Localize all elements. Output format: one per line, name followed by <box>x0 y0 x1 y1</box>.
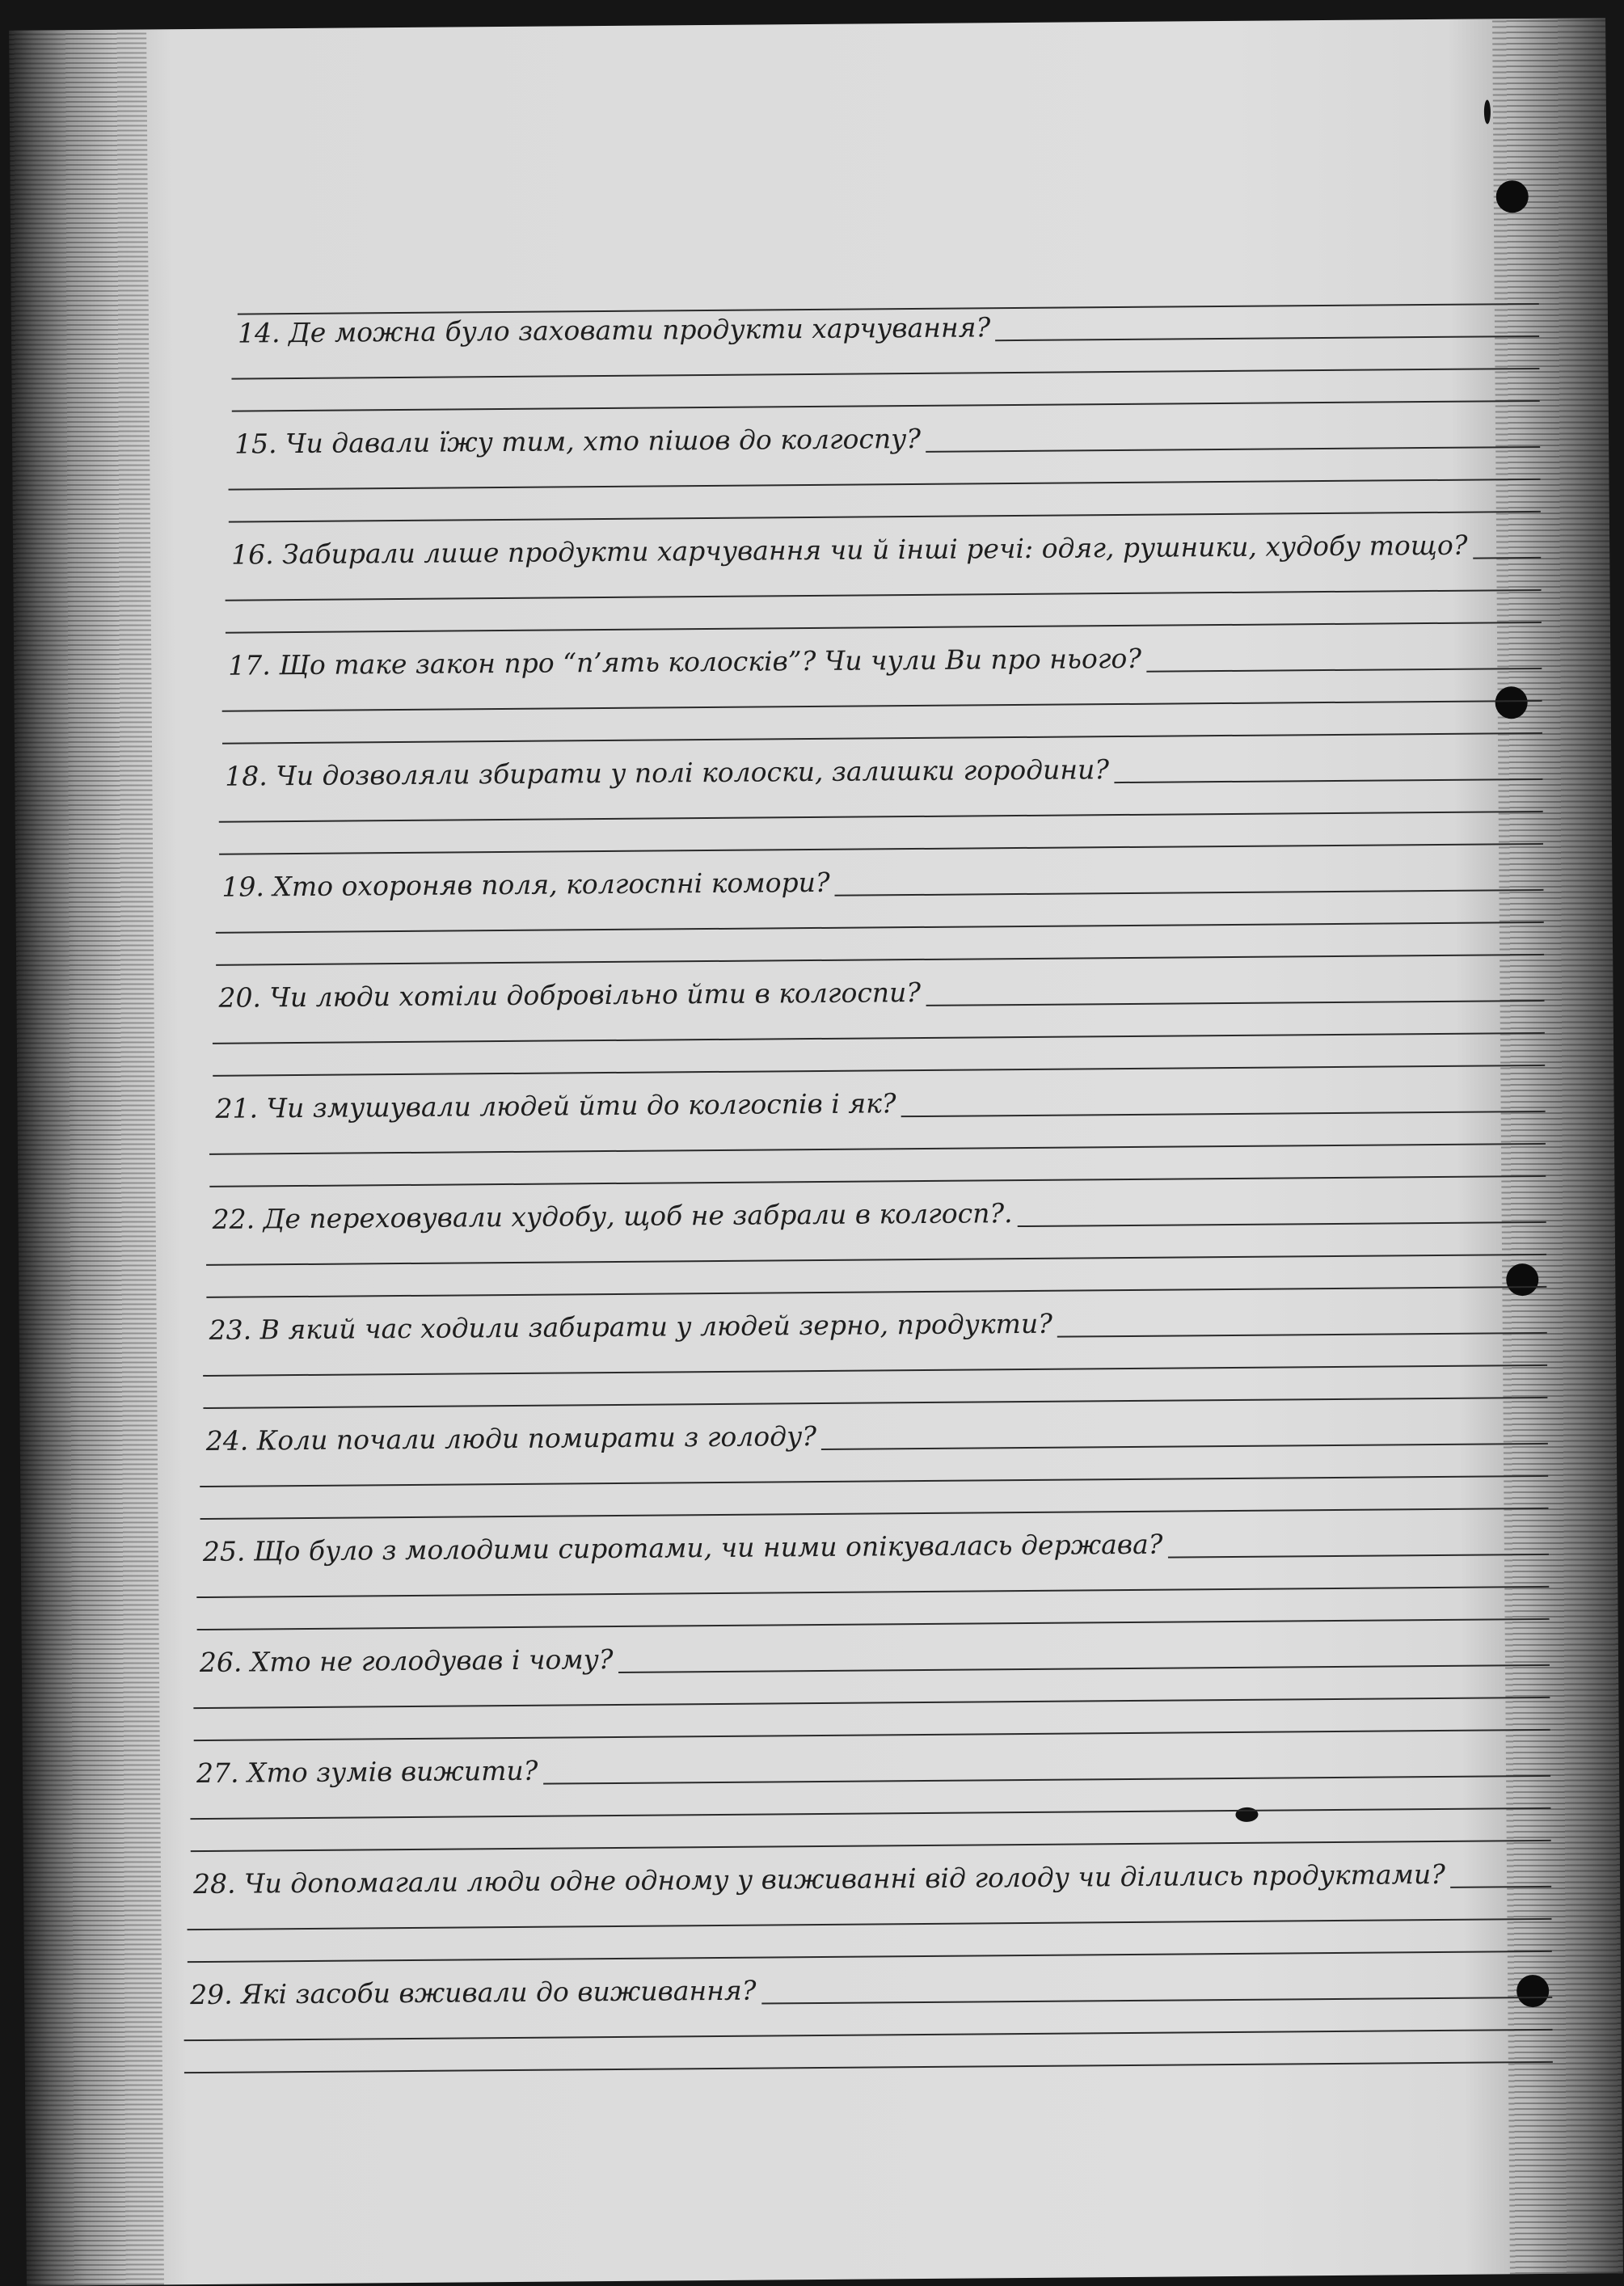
question-number: 29. <box>190 1978 242 2011</box>
ink-mark <box>1484 99 1491 124</box>
question-number: 19. <box>221 871 273 903</box>
answer-line[interactable] <box>203 1364 1547 1377</box>
question-text: Хто охороняв поля, колгоспні комори? <box>272 866 830 903</box>
question-21 <box>215 1087 896 1124</box>
answer-line[interactable] <box>226 622 1542 634</box>
question-16 <box>231 529 1468 571</box>
answer-line[interactable] <box>1168 1554 1549 1558</box>
question-22 <box>212 1197 1013 1235</box>
scan-noise-left <box>9 29 164 2285</box>
answer-line[interactable] <box>194 1729 1550 1741</box>
answer-line[interactable] <box>926 446 1540 453</box>
answer-line[interactable] <box>835 889 1544 896</box>
question-number: 14. <box>237 317 289 349</box>
answer-line[interactable] <box>996 335 1540 341</box>
answer-line[interactable] <box>761 1997 1552 2005</box>
scan-noise-right <box>1492 18 1623 2274</box>
question-number: 22. <box>212 1203 264 1235</box>
question-text: Чи люди хотіли добровільно йти в колгоспи? <box>269 976 922 1014</box>
question-18 <box>225 753 1110 792</box>
question-text: Чи давали їжу тим, хто пішов до колгоспу? <box>285 422 922 460</box>
answer-line[interactable] <box>1146 668 1542 673</box>
answer-line[interactable] <box>821 1443 1548 1450</box>
question-number: 20. <box>218 981 270 1014</box>
answer-line[interactable] <box>618 1664 1550 1673</box>
answer-line[interactable] <box>1018 1221 1546 1227</box>
question-26 <box>199 1643 614 1679</box>
answer-line[interactable] <box>206 1286 1546 1298</box>
answer-line[interactable] <box>229 511 1541 523</box>
question-number: 15. <box>234 428 286 460</box>
question-25 <box>202 1528 1163 1567</box>
answer-line[interactable] <box>206 1254 1546 1266</box>
answer-line[interactable] <box>184 2029 1553 2041</box>
question-text: В який час ходили забирати у людей зерно, продукти? <box>259 1307 1052 1346</box>
binder-hole <box>1496 180 1529 213</box>
question-text: Які засоби вживали до виживання? <box>240 1974 757 2010</box>
question-29 <box>190 1974 757 2011</box>
question-text: Де переховували худобу, щоб не забрали в колгосп?. <box>263 1197 1013 1235</box>
question-text: Що таке закон про “п’ять колосків”? Чи чули Ви про нього? <box>279 642 1142 681</box>
question-number: 28. <box>192 1867 245 1900</box>
answer-line[interactable] <box>200 1475 1548 1487</box>
answer-line[interactable] <box>926 1000 1544 1006</box>
answer-line[interactable] <box>197 1618 1550 1630</box>
question-19 <box>221 866 830 903</box>
answer-line[interactable] <box>213 1065 1545 1077</box>
answer-line[interactable] <box>543 1775 1550 1785</box>
answer-line[interactable] <box>216 954 1544 966</box>
answer-line[interactable] <box>222 732 1542 744</box>
question-text: Де можна було заховати продукти харчування? <box>288 311 991 349</box>
question-text: Коли почали люди помирати з голоду? <box>256 1420 817 1457</box>
answer-line[interactable] <box>196 1586 1549 1598</box>
question-number: 27. <box>196 1757 248 1790</box>
question-number: 24. <box>205 1424 257 1457</box>
question-number: 23. <box>209 1314 260 1346</box>
question-number: 21. <box>215 1092 267 1124</box>
scanned-page <box>9 18 1623 2285</box>
question-27 <box>196 1754 538 1790</box>
answer-line[interactable] <box>188 1951 1552 1963</box>
question-23 <box>209 1307 1052 1346</box>
answer-line[interactable] <box>229 479 1541 491</box>
answer-line[interactable] <box>1057 1332 1547 1338</box>
binder-hole <box>1506 1263 1538 1296</box>
answer-line[interactable] <box>219 843 1543 855</box>
answer-line[interactable] <box>901 1111 1546 1117</box>
question-15 <box>234 422 922 460</box>
question-text: Чи допомагали люди одне одному у виживанні від голоду чи ділились продуктами? <box>243 1858 1446 1900</box>
question-20 <box>218 976 922 1014</box>
question-text: Забирали лише продукти харчування чи й інші речі: одяг, рушники, худобу тощо? <box>282 529 1468 571</box>
answer-line[interactable] <box>231 368 1539 380</box>
answer-line[interactable] <box>209 1175 1546 1187</box>
question-text: Хто зумів вижити? <box>247 1754 538 1789</box>
question-24 <box>205 1420 817 1457</box>
questionnaire <box>9 18 1605 2011</box>
question-number: 26. <box>199 1646 251 1679</box>
answer-line[interactable] <box>200 1508 1549 1520</box>
answer-line[interactable] <box>222 700 1542 712</box>
question-14 <box>237 311 991 349</box>
answer-line[interactable] <box>1114 778 1542 783</box>
answer-line[interactable] <box>213 1032 1545 1044</box>
question-text: Що було з молодими сиротами, чи ними опікувалась держава? <box>253 1528 1163 1567</box>
question-number: 18. <box>225 760 276 792</box>
binder-hole <box>1495 686 1528 719</box>
answer-line[interactable] <box>209 1143 1546 1155</box>
answer-line[interactable] <box>219 811 1543 823</box>
question-number: 25. <box>202 1535 254 1567</box>
question-number: 16. <box>231 538 283 571</box>
answer-line[interactable] <box>216 922 1544 934</box>
answer-line[interactable] <box>203 1397 1547 1409</box>
question-text: Хто не голодував і чому? <box>250 1643 614 1678</box>
question-text: Чи дозволяли збирати у полі колоски, залишки городини? <box>276 753 1110 792</box>
answer-line[interactable] <box>232 400 1540 412</box>
answer-line[interactable] <box>191 1840 1551 1852</box>
answer-line[interactable] <box>193 1697 1550 1709</box>
binder-hole <box>1516 1975 1549 2007</box>
question-text: Чи змушували людей йти до колгоспів і як? <box>266 1087 896 1124</box>
answer-line[interactable] <box>226 589 1542 601</box>
answer-line[interactable] <box>188 1918 1552 1930</box>
question-number: 17. <box>228 649 280 681</box>
answer-line[interactable] <box>190 1807 1550 1820</box>
question-28 <box>192 1858 1446 1900</box>
question-17 <box>228 642 1142 681</box>
answer-line[interactable] <box>184 2061 1553 2073</box>
